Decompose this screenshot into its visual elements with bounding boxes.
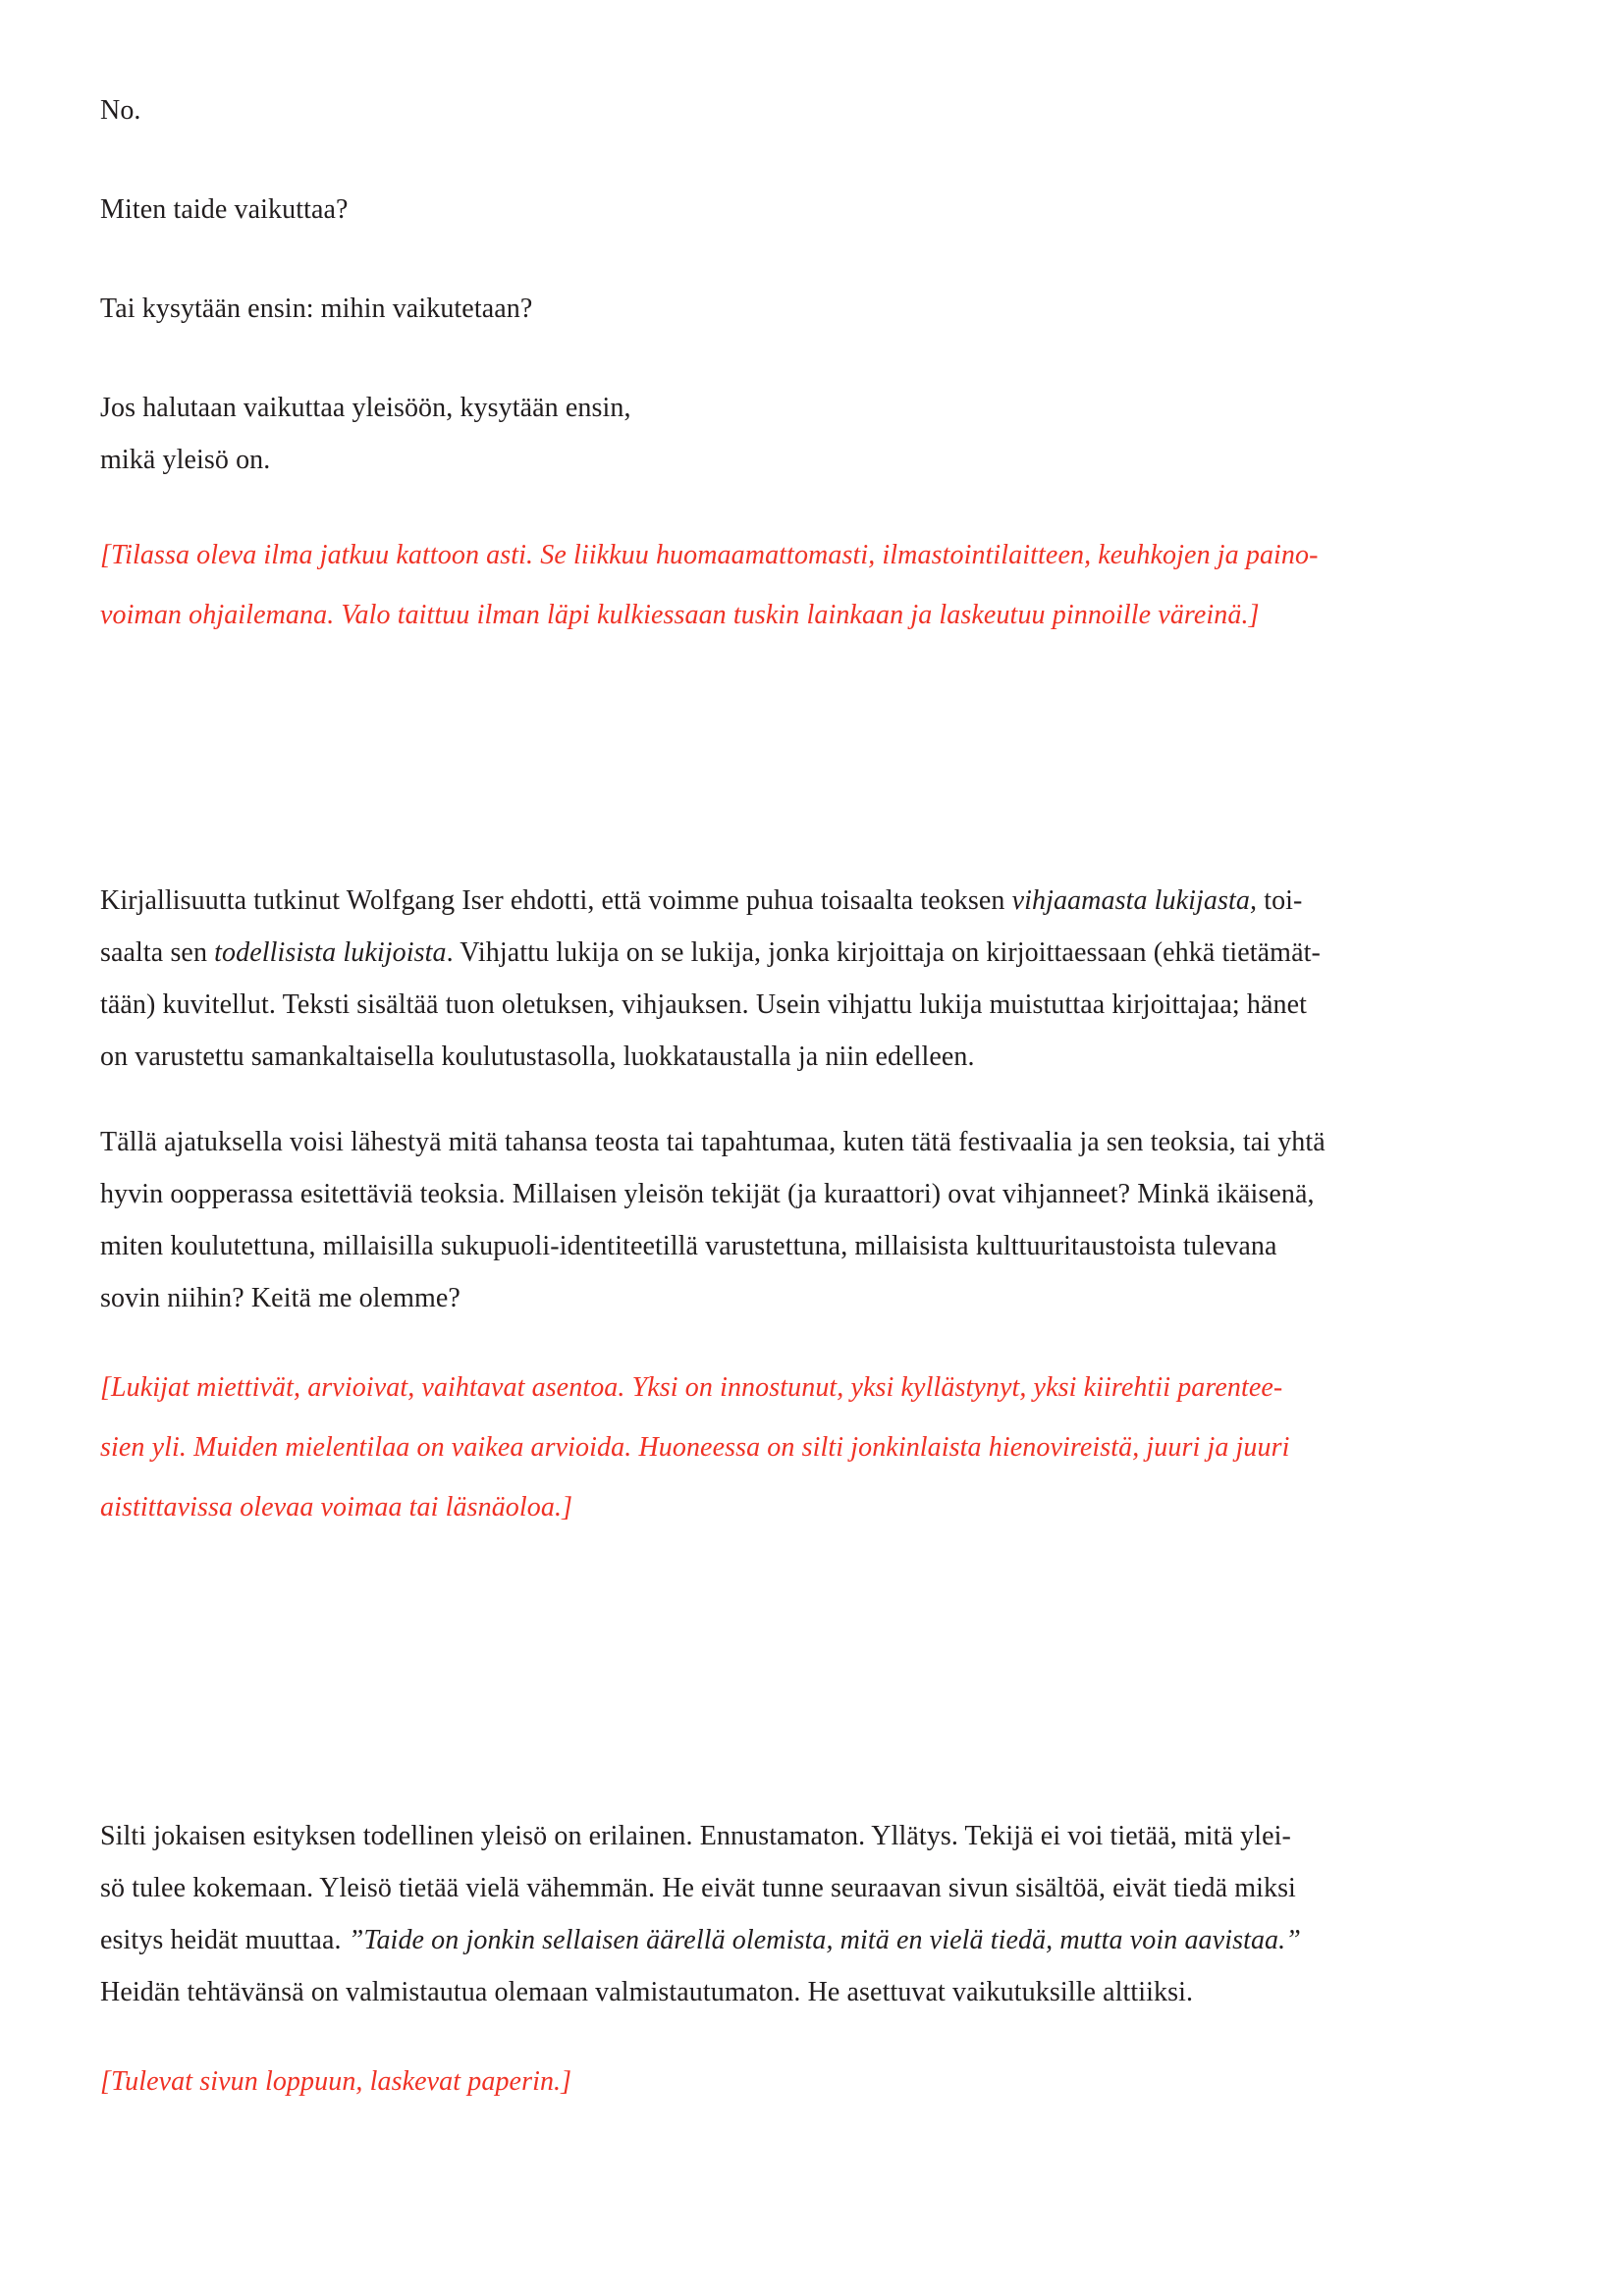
emphasis-text: vihjaamasta lukijasta, bbox=[1011, 885, 1258, 916]
text-run: miten koulutettuna, millaisilla sukupuoli-identiteetillä varustettuna, millaisista kulttuuritaustoista tulevana bbox=[100, 1231, 1277, 1261]
paragraph-intro bbox=[100, 382, 1516, 486]
text-run: Tai kysytään ensin: mihin vaikutetaan? bbox=[100, 294, 533, 324]
text-run: voiman ohjailemana. Valo taittuu ilman läpi kulkiessaan tuskin lainkaan ja laskeutuu pinnoille väreinä.] bbox=[100, 600, 1260, 630]
text-run: hyvin oopperassa esitettäviä teoksia. Millaisen yleisön tekijät (ja kuraattori) ovat vihjanneet? Minkä ikäisenä, bbox=[100, 1179, 1315, 1209]
text-run: Silti jokaisen esityksen todellinen yleisö on erilainen. Ennustamaton. Yllätys. Tekijä ei voi tietää, mitä ylei- bbox=[100, 1821, 1291, 1851]
stage-direction-1 bbox=[100, 525, 1516, 645]
text-run: . Vihjattu lukija on se lukija, jonka kirjoittaja on kirjoittaessaan (ehkä tietämät- bbox=[446, 937, 1321, 968]
text-run: [Tilassa oleva ilma jatkuu kattoon asti. Se liikkuu huomaamattomasti, ilmastointilaitteen, keuhkojen ja paino- bbox=[100, 540, 1319, 570]
text-run: Tällä ajatuksella voisi lähestyä mitä tahansa teosta tai tapahtumaa, kuten tätä festivaalia ja sen teoksia, tai yhtä bbox=[100, 1127, 1326, 1157]
text-run: Heidän tehtävänsä on valmistautua olemaan valmistautumaton. He asettuvat vaikutuksille alttiiksi. bbox=[100, 1977, 1194, 2007]
text-run: saalta sen bbox=[100, 937, 215, 968]
stage-direction-3 bbox=[100, 2052, 1516, 2111]
stage-direction-2 bbox=[100, 1358, 1516, 1537]
text-run: toi- bbox=[1257, 885, 1303, 916]
paragraph-iser bbox=[100, 875, 1516, 1083]
emphasis-text: todellisista lukijoista bbox=[214, 937, 447, 968]
paragraph-implied-audience bbox=[100, 1116, 1516, 1324]
text-run: No. bbox=[100, 95, 141, 126]
text-run: sovin niihin? Keitä me olemme? bbox=[100, 1283, 460, 1313]
text-run: esitys heidät muuttaa. bbox=[100, 1925, 349, 1955]
text-run: Kirjallisuutta tutkinut Wolfgang Iser ehdotti, että voimme puhua toisaalta teoksen bbox=[100, 885, 1012, 916]
paragraph-question-1 bbox=[100, 184, 1516, 236]
text-run: aistittavissa olevaa voimaa tai läsnäoloa.] bbox=[100, 1492, 573, 1522]
paragraph-no bbox=[100, 84, 1516, 136]
text-run: tään) kuvitellut. Teksti sisältää tuon oletuksen, vihjauksen. Usein vihjattu lukija muistuttaa kirjoittajaa; hänet bbox=[100, 989, 1308, 1020]
paragraph-question-2 bbox=[100, 283, 1516, 335]
text-run: on varustettu samankaltaisella koulutustasolla, luokkataustalla ja niin edelleen. bbox=[100, 1041, 975, 1072]
text-run: [Lukijat miettivät, arvioivat, vaihtavat asentoa. Yksi on innostunut, yksi kyllästynyt, yksi kiirehtii parentee- bbox=[100, 1372, 1283, 1403]
text-run: [Tulevat sivun loppuun, laskevat paperin.] bbox=[100, 2066, 572, 2097]
text-run: Jos halutaan vaikuttaa yleisöön, kysytään ensin, bbox=[100, 393, 631, 423]
paragraph-real-audience bbox=[100, 1810, 1516, 2018]
text-run: mikä yleisö on. bbox=[100, 445, 271, 475]
text-run: sien yli. Muiden mielentilaa on vaikea arvioida. Huoneessa on silti jonkinlaista hienovireistä, juuri ja juuri bbox=[100, 1432, 1290, 1463]
text-run: Miten taide vaikuttaa? bbox=[100, 194, 349, 225]
text-run: sö tulee kokemaan. Yleisö tietää vielä vähemmän. He eivät tunne seuraavan sivun sisältöä, eivät tiedä miksi bbox=[100, 1873, 1296, 1903]
emphasis-text: ”Taide on jonkin sellaisen äärellä olemista, mitä en vielä tiedä, mutta voin aavistaa.” bbox=[348, 1925, 1301, 1955]
